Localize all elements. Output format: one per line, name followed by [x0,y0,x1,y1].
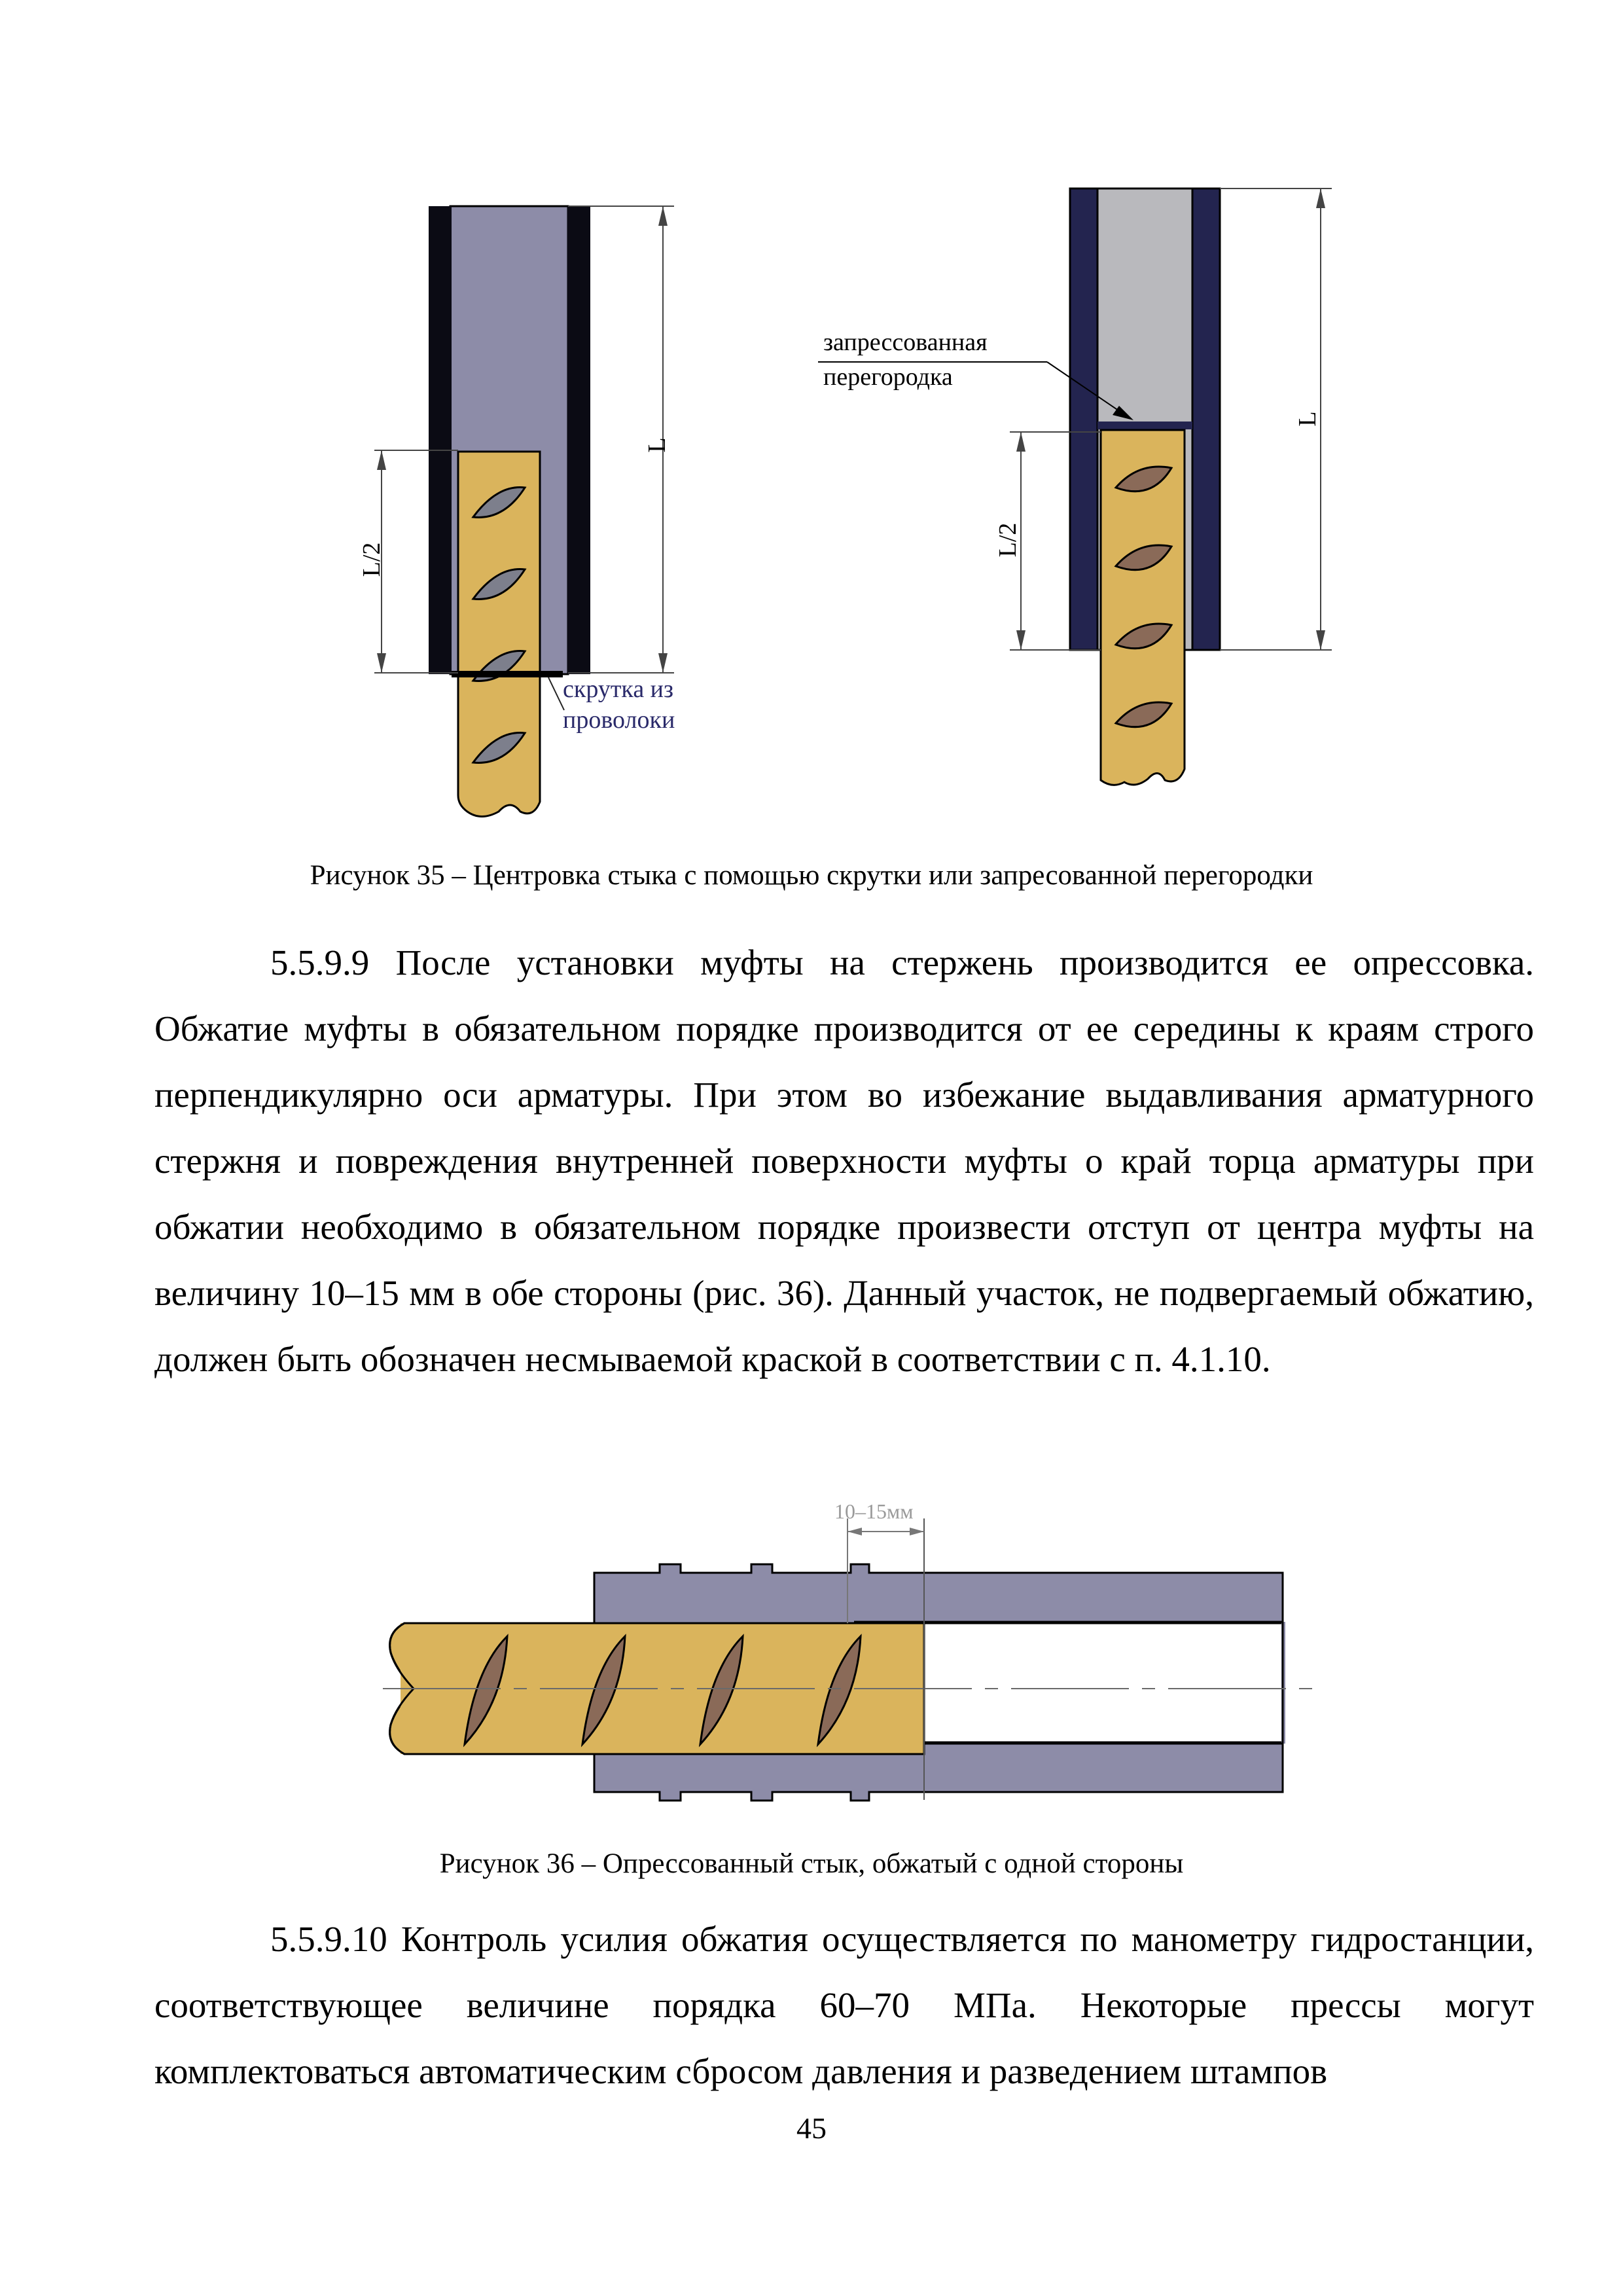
label-l2-left: L/2 [358,542,385,577]
figure-35 [0,0,1623,851]
label-l2-right: L/2 [994,522,1022,558]
label-l-left: L [643,437,671,453]
figure-35-left-drawing [358,206,675,817]
label-pressed-partition-1: запрессованная [823,329,988,356]
label-l-right: L [1294,411,1321,427]
coupler-wall-left-right [1070,188,1097,650]
page-number: 45 [796,2111,827,2145]
paragraph-5-5-9-10: 5.5.9.10 Контроль усилия обжатия осуществляется по манометру гидростанции, соответствующее величине порядка 60–70 МПа. Некоторые прессы могут комплектоваться автоматическим сбросом давления и разведением штампов [154,1919,1534,2091]
coupler-wall-left [429,206,452,674]
figure-36-caption: Рисунок 36 – Опрессованный стык, обжатый с одной стороны [439,1848,1184,1879]
label-pressed-partition-2: перегородка [823,363,953,391]
label-10-15mm: 10–15мм [834,1499,914,1523]
coupler-wall-right [567,206,590,674]
label-wire-twist-1: скрутка из [563,675,674,703]
paragraph-5-5-9-9: 5.5.9.9 После установки муфты на стержень производится ее опрессовка. Обжатие муфты в обязательном порядке производится от ее середины к краям строго перпендикулярно оси арматуры. При этом во избежание выдавливания арматурного стержня и повреждения внутренней поверхности муфты о край торца арматуры при обжатии необходимо в обязательном порядке произвести отступ от центра муфты на величину 10–15 мм в обе стороны (рис. 36). Данный участок, не подвергаемый обжатию, должен быть обозначен несмываемой краской в соответствии с п. 4.1.10. [154,942,1534,1379]
figure-36 [0,1492,1623,1833]
coupler-wall-right-right [1192,188,1220,650]
label-wire-twist-2: проволоки [563,706,675,734]
figure-35-caption: Рисунок 35 – Центровка стыка с помощью скрутки или запресованной перегородки [310,860,1313,891]
figure-35-right-drawing [818,188,1332,785]
